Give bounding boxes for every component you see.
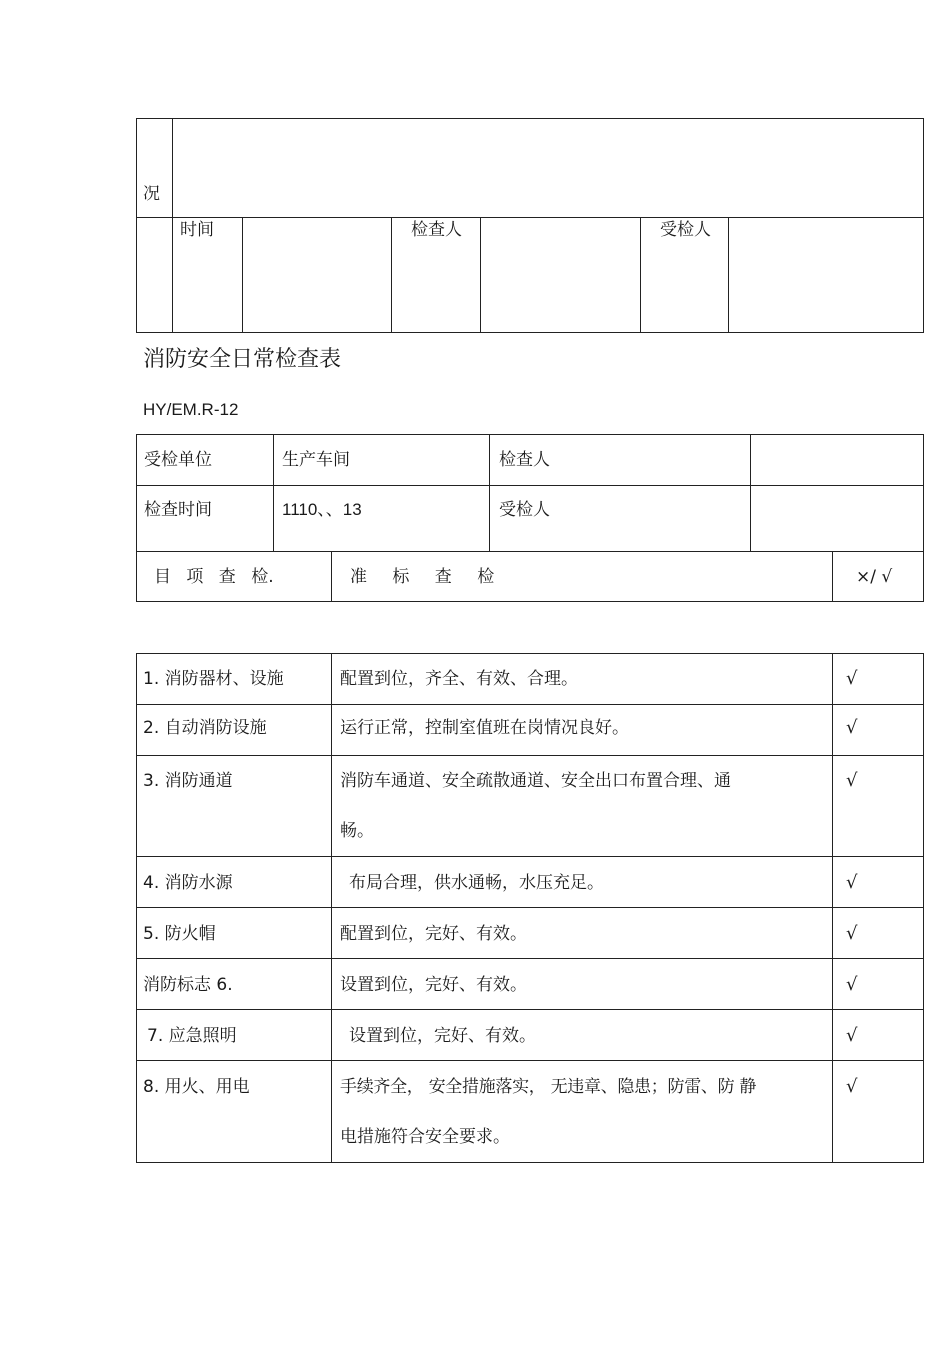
column-item-header: 目 项 查 检. (154, 567, 274, 587)
row-standard: 配置到位，齐全、有效、合理。 (340, 669, 578, 689)
form-code: HY/EM.R-12 (143, 400, 239, 419)
row-standard: 设置到位，完好、有效。 (340, 975, 527, 995)
time-label: 检查时间 (144, 500, 212, 520)
row-item: 1. 消防器材、设施 (143, 669, 284, 689)
column-result-header: ×/ √ (856, 567, 893, 587)
row-item: 2. 自动消防设施 (143, 718, 267, 738)
check-mark: √ (846, 1025, 858, 1046)
check-mark: √ (846, 717, 858, 738)
check-mark: √ (846, 872, 858, 893)
inspector-label: 检查人 (411, 220, 462, 240)
time-value: 1110、、13 (282, 500, 362, 519)
time-label: 时间 (180, 220, 214, 240)
row-standard: 运行正常，控制室值班在岗情况良好。 (340, 718, 629, 738)
row-standard-line2: 畅。 (340, 821, 374, 841)
page-title: 消防安全日常检查表 (143, 347, 342, 372)
row-item: 8. 用火、用电 (143, 1077, 250, 1097)
row-item: 4. 消防水源 (143, 873, 233, 893)
row-standard: 配置到位，完好、有效。 (340, 924, 527, 944)
side-label: 况 (143, 184, 160, 204)
row-standard-line1: 消防车通道、安全疏散通道、安全出口布置合理、通 (340, 771, 731, 791)
row-standard-line2: 电措施符合安全要求。 (340, 1127, 510, 1147)
row-item: 7. 应急照明 (147, 1026, 237, 1046)
inspected-label: 受检人 (660, 220, 711, 240)
header-inspected-label: 受检人 (499, 500, 550, 520)
row-item: 消防标志 6. (143, 975, 233, 995)
check-mark: √ (846, 1076, 858, 1097)
row-standard-line1: 手续齐全， 安全措施落实， 无违章、隐患；防雷、防 静 (340, 1077, 757, 1097)
check-mark: √ (846, 668, 858, 689)
row-item: 3. 消防通道 (143, 771, 233, 791)
row-standard: 布局合理，供水通畅，水压充足。 (349, 873, 604, 893)
check-mark: √ (846, 770, 858, 791)
column-standard-header: 准 标 查 检 (350, 567, 495, 587)
row-item: 5. 防火帽 (143, 924, 216, 944)
unit-label: 受检单位 (144, 450, 212, 470)
unit-value: 生产车间 (282, 450, 350, 470)
row-standard: 设置到位，完好、有效。 (349, 1026, 536, 1046)
check-mark: √ (846, 974, 858, 995)
check-mark: √ (846, 923, 858, 944)
header-inspector-label: 检查人 (499, 450, 550, 470)
